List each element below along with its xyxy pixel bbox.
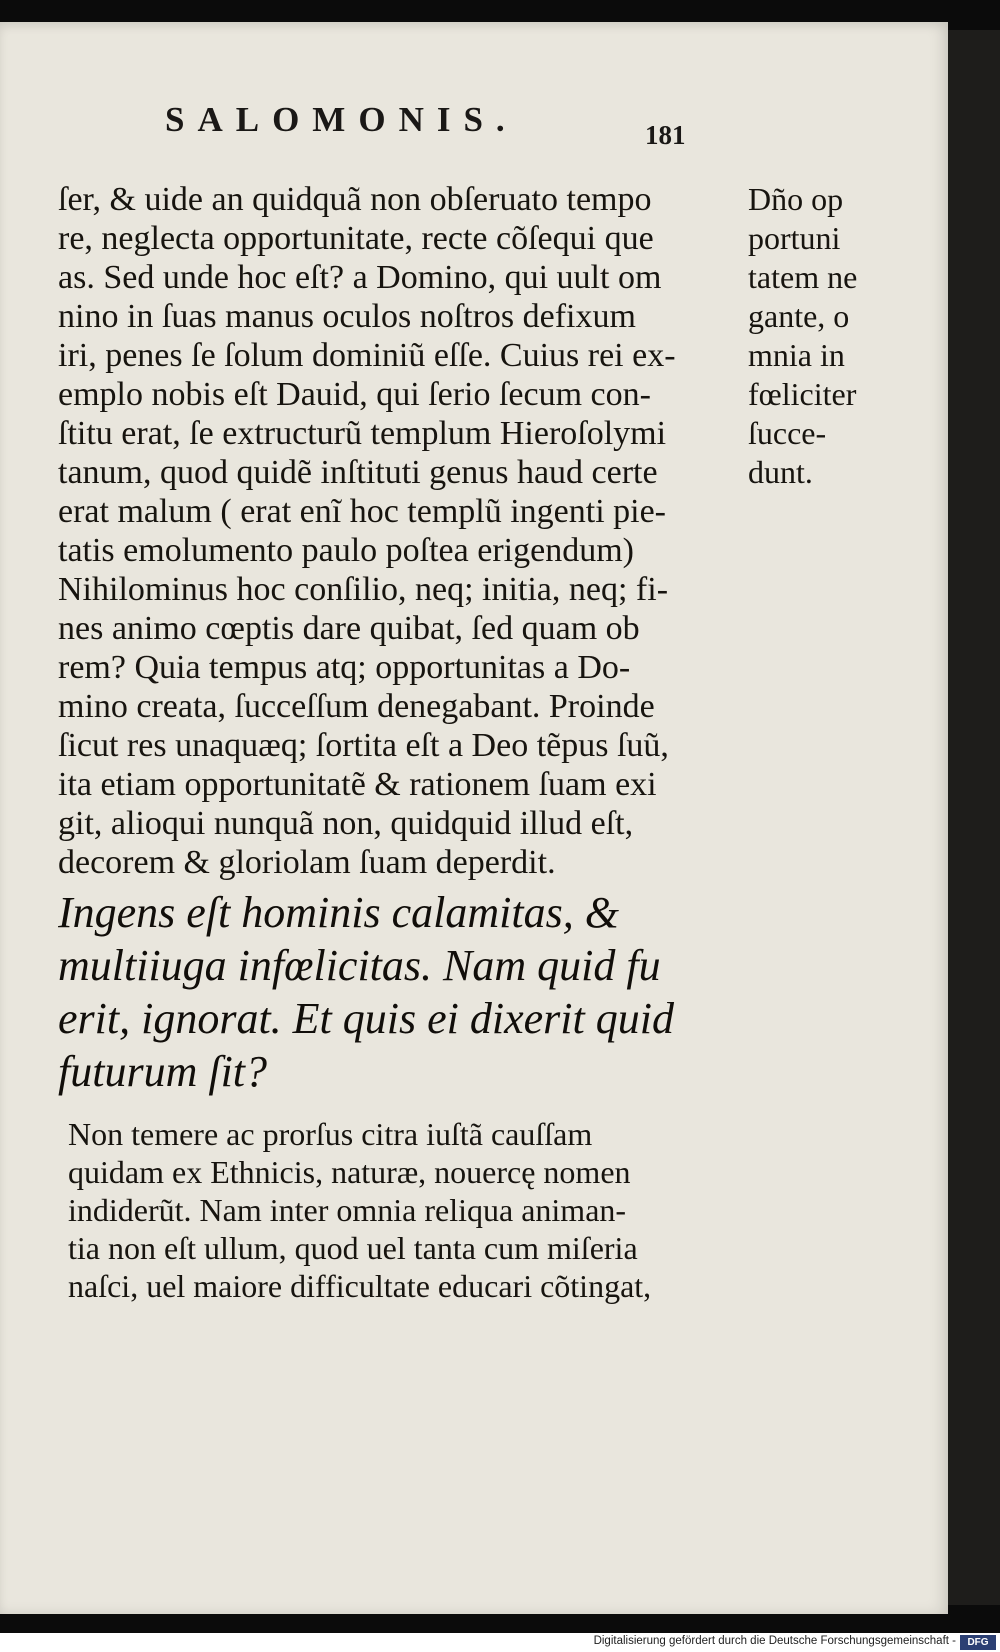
margin-note-line: ſucce- <box>748 415 827 451</box>
text-line: nes animo cœptis dare quibat, ſed quam ob <box>58 610 640 647</box>
margin-note-line: fœliciter <box>748 376 857 412</box>
text-line: tatis emolumento paulo poſtea erigendum) <box>58 532 634 569</box>
verse-line: futurum ſit? <box>58 1047 268 1096</box>
text-line: git, alioqui nunquã non, quidquid illud eſt, <box>58 805 634 842</box>
text-line: ſer, & uide an quidquã non obſeruato tempo <box>58 181 652 218</box>
text-line: tanum, quod quidẽ inſtituti genus haud certe <box>58 454 658 491</box>
book-spine-edge <box>948 30 1000 1605</box>
verse-line: erit, ignorat. Et quis ei dixerit quid <box>58 994 674 1043</box>
running-title: SALOMONIS. <box>165 100 518 139</box>
scripture-verse <box>58 886 758 1098</box>
text-line: re, neglecta opportunitate, recte cõſequi que <box>58 220 654 257</box>
margin-note-line: dunt. <box>748 454 813 490</box>
text-line: rem? Quia tempus atq; opportunitas a Do- <box>58 649 631 686</box>
text-line: mino creata, ſucceſſum denegabant. Proinde <box>58 688 655 725</box>
page-number: 181 <box>645 120 686 150</box>
margin-note-line: tatem ne <box>748 259 858 295</box>
commentary-line: Non temere ac prorſus citra iuſtã cauſſam <box>68 1116 593 1152</box>
main-text-block <box>58 180 738 882</box>
text-line: as. Sed unde hoc eſt? a Domino, qui uult om <box>58 259 662 296</box>
verse-line: multiiuga infœlicitas. Nam quid fu <box>58 941 661 990</box>
text-line: Nihilominus hoc conſilio, neq; initia, neq; fi- <box>58 571 669 608</box>
text-line: emplo nobis eſt Dauid, qui ſerio ſecum con- <box>58 376 651 413</box>
footer-bar <box>0 1633 1000 1652</box>
commentary-line: tia non eſt ullum, quod uel tanta cum miſeria <box>68 1230 638 1266</box>
commentary-line: indiderũt. Nam inter omnia reliqua animan- <box>68 1192 627 1228</box>
text-line: iri, penes ſe ſolum dominiũ eſſe. Cuius rei ex- <box>58 337 676 374</box>
commentary-line: naſci, uel maiore difficultate educari cõtingat, <box>68 1268 652 1304</box>
text-line: ita etiam opportunitatẽ & rationem ſuam exi <box>58 766 657 803</box>
margin-note-line: portuni <box>748 220 841 256</box>
text-line: erat malum ( erat enĩ hoc templũ ingenti pie- <box>58 493 666 530</box>
margin-note <box>748 180 893 492</box>
margin-note-line: gante, o <box>748 298 850 334</box>
text-line: nino in ſuas manus oculos noſtros defixum <box>58 298 636 335</box>
text-line: decorem & gloriolam ſuam deperdit. <box>58 844 556 881</box>
text-line: ſtitu erat, ſe extructurũ templum Hieroſolymi <box>58 415 667 452</box>
commentary-text <box>68 1115 768 1305</box>
funding-credit: Digitalisierung gefördert durch die Deutsche Forschungsgemeinschaft - <box>593 1635 956 1647</box>
commentary-line: quidam ex Ethnicis, naturæ, nouercę nomen <box>68 1154 631 1190</box>
text-line: ſicut res unaquæq; ſortita eſt a Deo tẽpus ſuũ, <box>58 727 669 764</box>
dfg-logo: DFG <box>960 1635 996 1650</box>
margin-note-line: mnia in <box>748 337 845 373</box>
margin-note-line: Dño op <box>748 181 844 217</box>
verse-line: Ingens eſt hominis calamitas, & <box>58 888 619 937</box>
